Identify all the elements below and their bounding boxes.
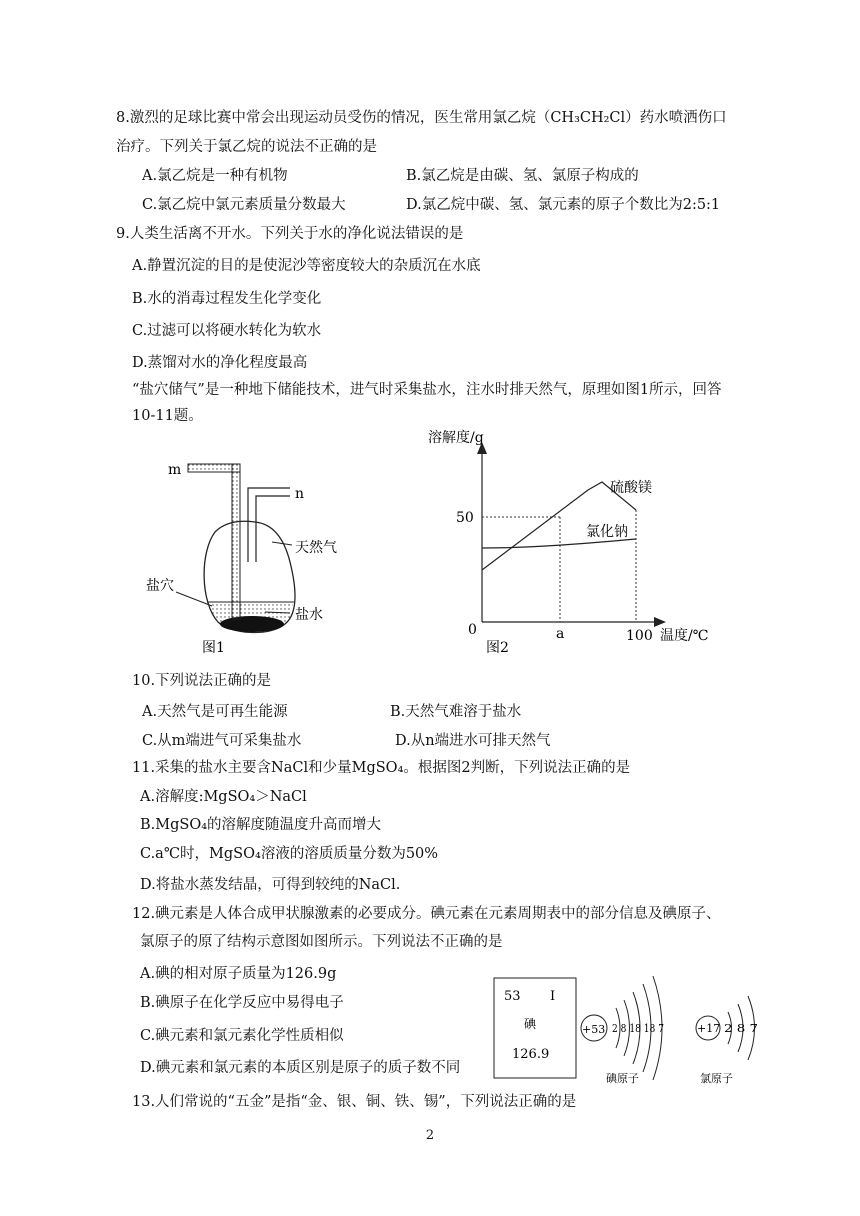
chlorine-atom-caption: 氯原子 <box>700 1072 733 1085</box>
fig1-label-gas: 天然气 <box>295 540 337 556</box>
q8-option-d: D.氯乙烷中碳、氢、氯元素的原子个数比为2:5:1 <box>406 197 721 213</box>
intro-line1: “盐穴储气”是一种地下储能技术，进气时采集盐水，注水时排天然气，原理如图1所示，回答 <box>132 382 722 398</box>
q12-option-c: C.碘元素和氯元素化学性质相似 <box>140 1028 344 1044</box>
iodine-atom-caption: 碘原子 <box>606 1072 639 1085</box>
fig1-label-m: m <box>168 462 182 478</box>
figure-2-solubility-chart <box>420 422 740 658</box>
fig1-label-cave: 盐穴 <box>146 578 174 594</box>
q11-option-b: B.MgSO₄的溶解度随温度升高而增大 <box>140 817 382 833</box>
intro-line2: 10-11题。 <box>132 408 203 424</box>
fig2-y-axis-label: 溶解度/g <box>428 430 484 446</box>
q12-stem-line2: 氯原子的原了结构示意图如图所示。下列说法不正确的是 <box>140 934 503 950</box>
iodine-electron-shells: 2 8 18 18 7 <box>612 1022 664 1035</box>
q9-stem: 9.人类生活离不开水。下列关于水的净化说法错误的是 <box>116 226 464 242</box>
q9-option-b: B.水的消毒过程发生化学变化 <box>132 291 322 307</box>
element-atomic-number: 53 <box>504 989 521 1004</box>
q11-option-a: A.溶解度:MgSO₄＞NaCl <box>140 789 307 805</box>
q12-option-b: B.碘原子在化学反应中易得电子 <box>140 995 344 1011</box>
fig2-origin: 0 <box>468 622 477 638</box>
q11-option-d: D.将盐水蒸发结晶，可得到较纯的NaCl. <box>140 877 401 893</box>
fig1-label-n: n <box>295 486 305 502</box>
fig2-x-tick-100: 100 <box>626 628 653 644</box>
q11-option-c: C.a℃时，MgSO₄溶液的溶质质量分数为50% <box>140 846 439 862</box>
fig2-x-tick-a: a <box>556 626 565 642</box>
chlorine-electron-shells: 2 8 7 <box>724 1022 758 1035</box>
element-tile-iodine <box>494 978 576 1078</box>
fig2-label-mgso4: 硫酸镁 <box>610 480 652 496</box>
q10-option-d: D.从n端进水可排天然气 <box>395 733 551 749</box>
q8-stem-line1: 8.激烈的足球比赛中常会出现运动员受伤的情况，医生常用氯乙烷（CH₃CH₂Cl）药水喷洒伤口 <box>116 110 727 126</box>
q9-option-d: D.蒸馏对水的净化程度最高 <box>132 355 308 371</box>
element-name: 碘 <box>524 1017 537 1031</box>
iodine-atom-diagram <box>581 976 664 1085</box>
q12-option-d: D.碘元素和氯元素的本质区别是原子的质子数不同 <box>140 1060 461 1076</box>
q10-stem: 10.下列说法正确的是 <box>132 673 272 689</box>
q10-option-c: C.从m端进气可采集盐水 <box>142 733 302 749</box>
chlorine-nucleus-charge: +17 <box>697 1022 721 1035</box>
q9-option-c: C.过滤可以将硬水转化为软水 <box>132 323 322 339</box>
iodine-nucleus-charge: +53 <box>582 1023 606 1036</box>
fig2-y-tick-50: 50 <box>456 510 474 526</box>
element-symbol: I <box>550 989 556 1004</box>
chlorine-atom-diagram <box>696 996 758 1085</box>
q11-stem: 11.采集的盐水主要含NaCl和少量MgSO₄。根据图2判断，下列说法正确的是 <box>132 760 631 776</box>
nacl-curve <box>482 539 636 548</box>
fig2-x-axis-label: 温度/℃ <box>660 628 709 644</box>
fig2-caption: 图2 <box>486 640 509 656</box>
q12-stem-line1: 12.碘元素是人体合成甲状腺激素的必要成分。碘元素在元素周期表中的部分信息及碘原子、 <box>132 906 721 922</box>
q10-option-b: B.天然气难溶于盐水 <box>390 704 522 720</box>
q13-stem: 13.人们常说的“五金”是指“金、银、铜、铁、锡”，下列说法正确的是 <box>132 1094 577 1110</box>
fig2-label-nacl: 氯化钠 <box>586 524 628 540</box>
figure-1-salt-cavern <box>140 452 400 662</box>
q8-option-a: A.氯乙烷是一种有机物 <box>142 168 288 184</box>
element-atomic-mass: 126.9 <box>512 1047 550 1062</box>
q8-stem-line2: 治疗。下列关于氯乙烷的说法不正确的是 <box>116 139 377 155</box>
q10-option-a: A.天然气是可再生能源 <box>142 704 288 720</box>
q12-option-a: A.碘的相对原子质量为126.9g <box>140 966 337 982</box>
fig1-caption: 图1 <box>202 640 225 656</box>
q9-option-a: A.静置沉淀的目的是使泥沙等密度较大的杂质沉在水底 <box>132 258 481 274</box>
q8-option-c: C.氯乙烷中氯元素质量分数最大 <box>142 197 346 213</box>
fig1-label-brine: 盐水 <box>295 607 323 623</box>
element-and-atom-diagrams <box>488 970 788 1088</box>
q8-option-b: B.氯乙烷是由碳、氢、氯原子构成的 <box>406 168 639 184</box>
page-number: 2 <box>425 1128 435 1143</box>
